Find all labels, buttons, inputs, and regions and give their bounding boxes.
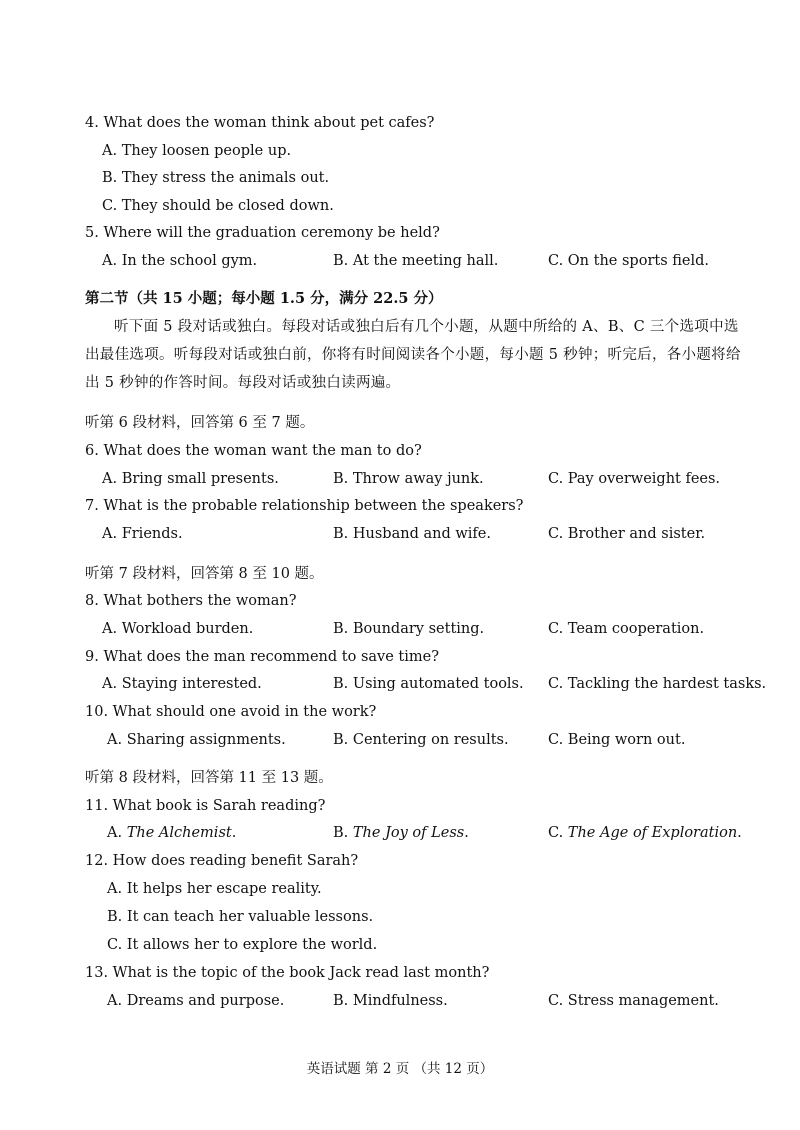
q8-option-a: A. Workload burden. xyxy=(102,621,254,637)
q9-option-a: A. Staying interested. xyxy=(102,676,262,692)
question-13: 13. What is the topic of the book Jack read last month? xyxy=(85,965,490,981)
q10-option-b: B. Centering on results. xyxy=(333,732,509,748)
question-8: 8. What bothers the woman? xyxy=(85,593,297,609)
question-10: 10. What should one avoid in the work? xyxy=(85,704,377,720)
q5-option-a: A. In the school gym. xyxy=(102,253,258,269)
q11-option-b xyxy=(333,823,469,843)
q13-option-b: B. Mindfulness. xyxy=(333,993,448,1009)
q11-option-c-end: . xyxy=(737,825,742,841)
q10-option-c: C. Being worn out. xyxy=(548,732,686,748)
q7-option-a: A. Friends. xyxy=(102,526,183,542)
group-6-label: 听第 6 段材料，回答第 6 至 7 题。 xyxy=(85,415,315,431)
q11-option-a-end: . xyxy=(231,825,237,841)
q7-option-c: C. Brother and sister. xyxy=(548,526,706,542)
q11-option-c-letter: C. xyxy=(548,825,568,841)
question-5: 5. Where will the graduation ceremony be held? xyxy=(85,225,440,241)
group-7-label: 听第 7 段材料，回答第 8 至 10 题。 xyxy=(85,566,324,582)
section-2-instructions: 听下面 5 段对话或独白。每段对话或独白后有几个小题，从题中所给的 A、B、C 三个选项中选出最佳选项。听每段对话或独白前，你将有时间阅读各个小题，每小题 5 秒钟；听完后，各小题将给出 5 秒钟的作答时间。每段对话或独白读两遍。 xyxy=(85,319,741,391)
q13-option-c: C. Stress management. xyxy=(548,993,719,1009)
q6-option-b: B. Throw away junk. xyxy=(333,471,484,487)
question-7: 7. What is the probable relationship between the speakers? xyxy=(85,498,524,514)
q9-option-b: B. Using automated tools. xyxy=(333,676,524,692)
q13-option-a: A. Dreams and purpose. xyxy=(107,993,285,1009)
section-2-header: 第二节（共 15 小题；每小题 1.5 分，满分 22.5 分） xyxy=(85,290,443,307)
question-12: 12. How does reading benefit Sarah? xyxy=(85,853,359,869)
q11-option-a-letter: A. xyxy=(107,825,127,841)
q7-option-b: B. Husband and wife. xyxy=(333,526,491,542)
question-11: 11. What book is Sarah reading? xyxy=(85,798,326,814)
q12-option-a: A. It helps her escape reality. xyxy=(107,881,322,897)
page-footer: 英语试题 第 2 页 （共 12 页） xyxy=(306,1061,494,1077)
q11-option-c xyxy=(548,823,742,843)
q10-option-a: A. Sharing assignments. xyxy=(107,732,286,748)
q6-option-c: C. Pay overweight fees. xyxy=(548,471,721,487)
q5-option-b: B. At the meeting hall. xyxy=(333,253,499,269)
q12-option-b: B. It can teach her valuable lessons. xyxy=(107,909,374,925)
q5-option-c: C. On the sports field. xyxy=(548,253,710,269)
q11-option-a xyxy=(107,823,236,843)
q11-option-b-end: . xyxy=(464,825,469,841)
q8-option-b: B. Boundary setting. xyxy=(333,621,485,637)
q6-option-a: A. Bring small presents. xyxy=(102,471,279,487)
q8-option-c: C. Team cooperation. xyxy=(548,621,705,637)
q4-option-c: C. They should be closed down. xyxy=(102,198,334,214)
group-8-label: 听第 8 段材料，回答第 11 至 13 题。 xyxy=(85,770,333,786)
q4-option-b: B. They stress the animals out. xyxy=(102,170,330,186)
question-9: 9. What does the man recommend to save time? xyxy=(85,649,439,665)
q9-option-c: C. Tackling the hardest tasks. xyxy=(548,676,767,692)
q11-option-b-title: The Joy of Less xyxy=(352,825,465,841)
question-4: 4. What does the woman think about pet cafes? xyxy=(85,115,435,131)
q11-option-b-letter: B. xyxy=(333,825,353,841)
q4-option-a: A. They loosen people up. xyxy=(102,143,292,159)
question-6: 6. What does the woman want the man to do? xyxy=(85,443,422,459)
q11-option-a-title: The Alchemist xyxy=(126,825,232,841)
q12-option-c: C. It allows her to explore the world. xyxy=(107,937,378,953)
q11-option-c-title: The Age of Exploration xyxy=(567,825,738,841)
